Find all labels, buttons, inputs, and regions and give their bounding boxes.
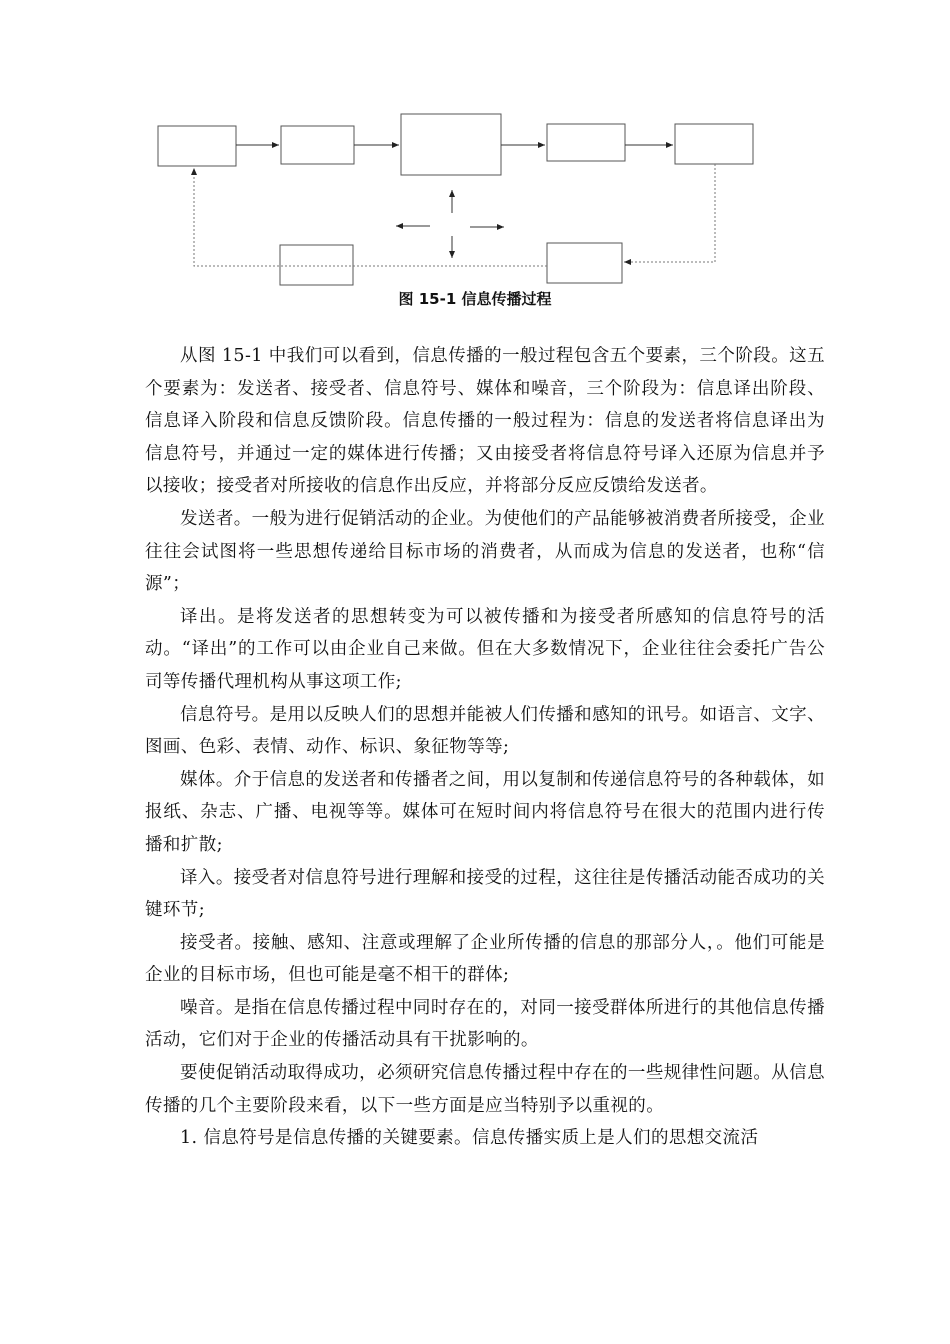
flow-box-4 bbox=[547, 124, 625, 161]
paragraph: 从图 15-1 中我们可以看到，信息传播的一般过程包含五个要素，三个阶段。这五个要素为：发送者、接受者、信息符号、媒体和噪音，三个阶段为：信息译出阶段、信息译入阶段和信息反馈阶段。信息传播的一般过程为：信息的发送者将信息译出为信息符号，并通过一定的媒体进行传播；又由接受者将信息符号译入还原为信息并予以接收；接受者对所接收的信息作出反应，并将部分反应反馈给发送者。 bbox=[145, 346, 825, 497]
body-text bbox=[145, 340, 825, 1155]
feedback-line-bottom bbox=[194, 168, 547, 266]
paragraph: 噪音。是指在信息传播过程中同时存在的，对同一接受群体所进行的其他信息传播活动，它们对于企业的传播活动具有干扰影响的。 bbox=[145, 997, 825, 1051]
flow-box-3 bbox=[401, 114, 501, 175]
paragraph: 信息符号。是用以反映人们的思想并能被人们传播和感知的讯号。如语言、文字、图画、色彩、表情、动作、标识、象征物等等; bbox=[145, 704, 825, 758]
paragraph: 接受者。接触、感知、注意或理解了企业所传播的信息的那部分人，。他们可能是企业的目标市场，但也可能是毫不相干的群体; bbox=[145, 932, 825, 986]
paragraph: 发送者。一般为进行促销活动的企业。为使他们的产品能够被消费者所接受，企业往往会试图将一些思想传递给目标市场的消费者，从而成为信息的发送者，也称“信源”； bbox=[145, 508, 825, 595]
flow-box-1 bbox=[158, 126, 236, 166]
feedback-line-right bbox=[624, 164, 715, 262]
paragraph: 译入。接受者对信息符号进行理解和接受的过程，这往往是传播活动能否成功的关键环节; bbox=[145, 867, 825, 921]
paragraph: 译出。是将发送者的思想转变为可以被传播和为接受者所感知的信息符号的活动。“译出”的工作可以由企业自己来做。但在大多数情况下，企业往往会委托广告公司等传播代理机构从事这项工作; bbox=[145, 606, 825, 692]
paragraph: 媒体。介于信息的发送者和传播者之间，用以复制和传递信息符号的各种载体，如报纸、杂志、广播、电视等等。媒体可在短时间内将信息符号在很大的范围内进行传播和扩散; bbox=[145, 769, 825, 855]
flow-box-6 bbox=[280, 245, 353, 285]
information-flow-diagram bbox=[0, 0, 950, 300]
flow-box-7 bbox=[547, 243, 622, 283]
flow-box-2 bbox=[281, 126, 354, 164]
flow-box-5 bbox=[675, 124, 753, 164]
paragraph: 要使促销活动取得成功，必须研究信息传播过程中存在的一些规律性问题。从信息传播的几个主要阶段来看，以下一些方面是应当特别予以重视的。 bbox=[145, 1063, 825, 1116]
figure-caption: 图 15-1 信息传播过程 bbox=[398, 290, 552, 308]
paragraph: 1. 信息符号是信息传播的关键要素。信息传播实质上是人们的思想交流活 bbox=[180, 1128, 759, 1149]
